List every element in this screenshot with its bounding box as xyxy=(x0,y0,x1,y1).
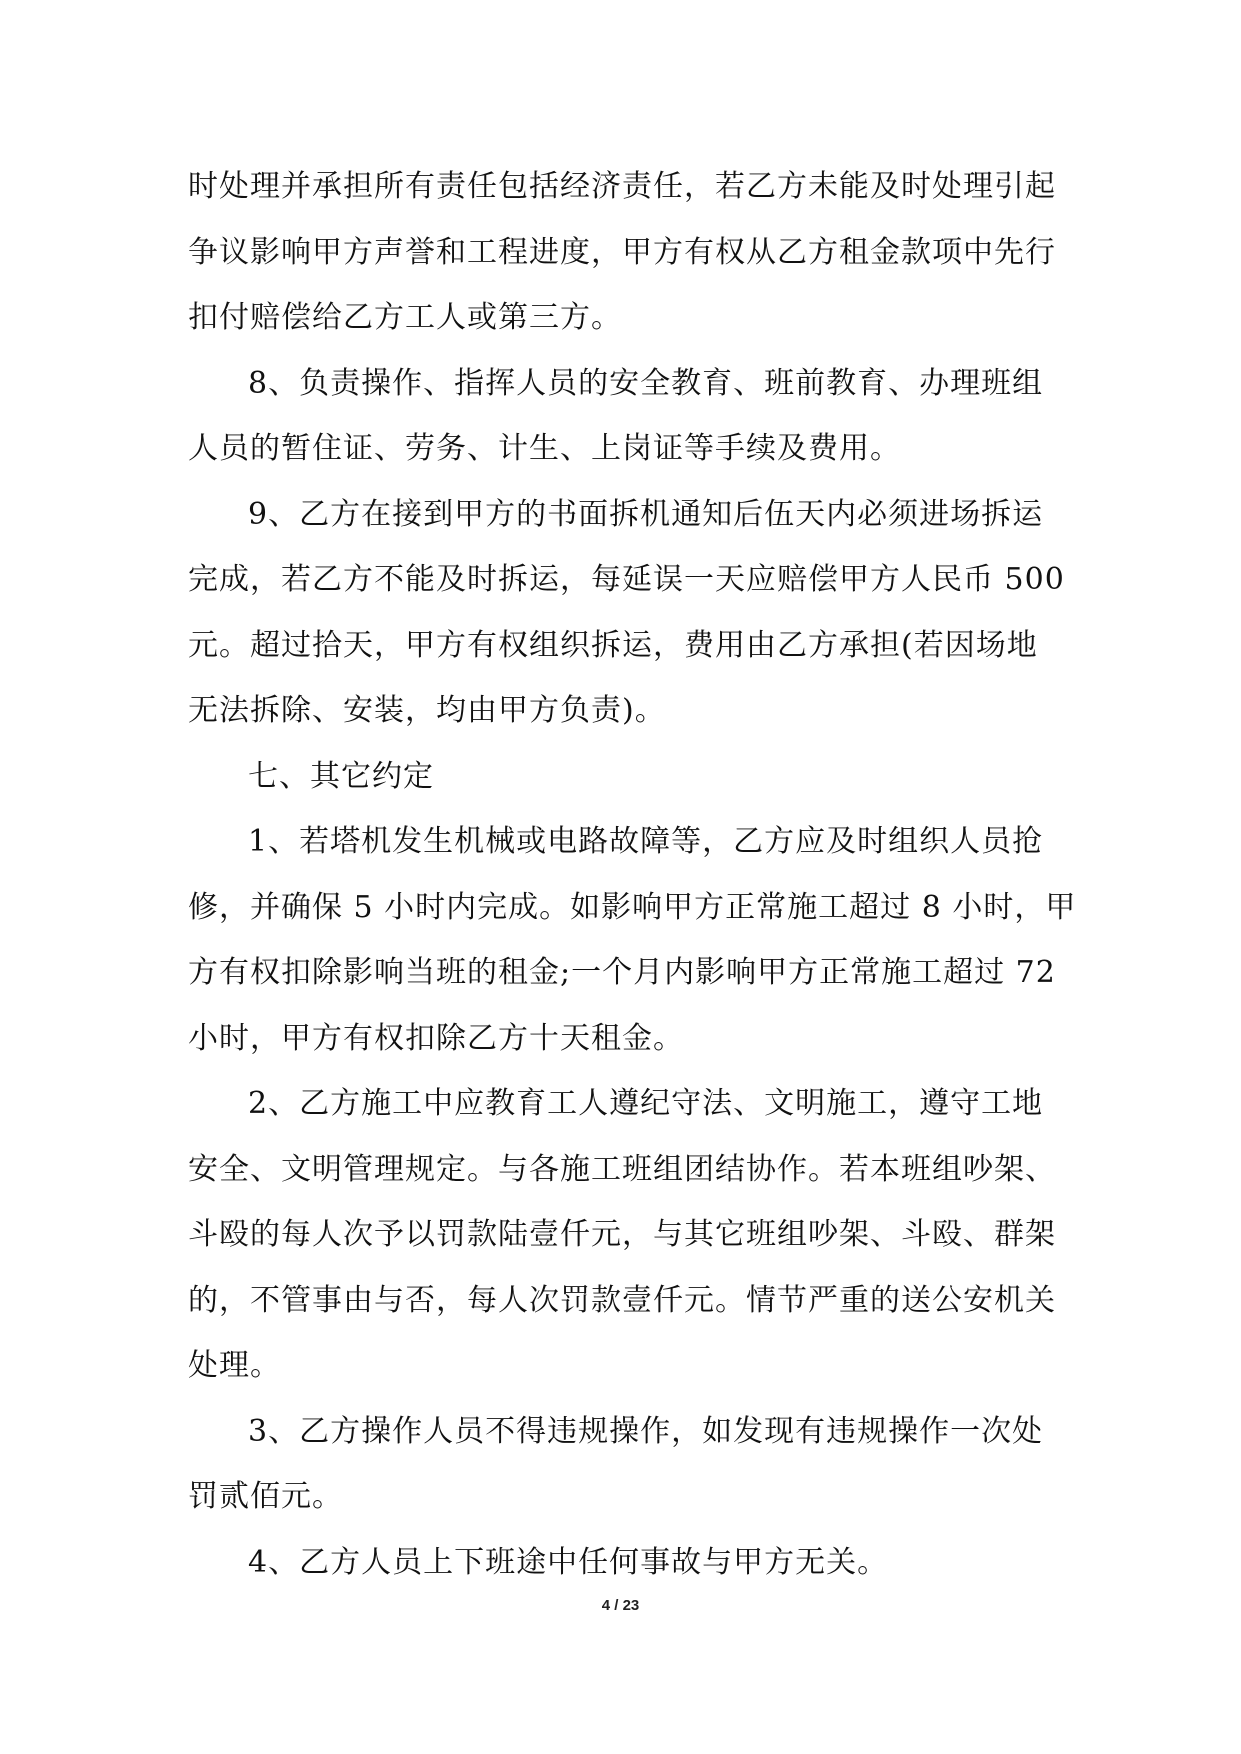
section-heading: 七、其它约定 xyxy=(248,758,434,794)
text-line: 元。超过拾天，甲方有权组织拆运，费用由乙方承担(若因场地 xyxy=(188,627,1038,663)
text-line: 争议影响甲方声誉和工程进度，甲方有权从乙方租金款项中先行 xyxy=(188,234,1056,270)
text-line: 完成，若乙方不能及时拆运，每延误一天应赔偿甲方人民币 500 xyxy=(188,562,1065,597)
text-line: 小时，甲方有权扣除乙方十天租金。 xyxy=(188,1020,684,1056)
text-line-item-9: 9、乙方在接到甲方的书面拆机通知后伍天内必须进场拆运 xyxy=(248,496,1044,532)
text-line: 人员的暂住证、劳务、计生、上岗证等手续及费用。 xyxy=(188,431,901,466)
text-line: 的，不管事由与否，每人次罚款壹仟元。情节严重的送公安机关 xyxy=(188,1282,1056,1318)
text-line-item-2: 2、乙方施工中应教育工人遵纪守法、文明施工，遵守工地 xyxy=(248,1086,1044,1121)
text-line-item-3: 3、乙方操作人员不得违规操作，如发现有违规操作一次处 xyxy=(248,1413,1044,1449)
text-line: 安全、文明管理规定。与各施工班组团结协作。若本班组吵架、 xyxy=(188,1151,1056,1187)
document-body xyxy=(188,154,1077,1595)
text-line-item-1: 1、若塔机发生机械或电路故障等，乙方应及时组织人员抢 xyxy=(248,824,1044,859)
text-line: 处理。 xyxy=(188,1348,281,1383)
text-line: 扣付赔偿给乙方工人或第三方。 xyxy=(188,300,622,335)
page-number: 4 / 23 xyxy=(601,1597,640,1614)
text-line: 方有权扣除影响当班的租金;一个月内影响甲方正常施工超过 72 xyxy=(188,955,1056,990)
text-line: 修，并确保 5 小时内完成。如影响甲方正常施工超过 8 小时，甲 xyxy=(188,889,1077,925)
text-line-item-8: 8、负责操作、指挥人员的安全教育、班前教育、办理班组 xyxy=(248,365,1044,401)
text-line-item-4: 4、乙方人员上下班途中任何事故与甲方无关。 xyxy=(248,1544,889,1580)
text-line: 斗殴的每人次予以罚款陆壹仟元，与其它班组吵架、斗殴、群架 xyxy=(188,1217,1056,1252)
text-line: 无法拆除、安装，均由甲方负责)。 xyxy=(188,693,666,728)
text-line: 时处理并承担所有责任包括经济责任，若乙方未能及时处理引起 xyxy=(188,169,1056,204)
text-line: 罚贰佰元。 xyxy=(188,1479,343,1514)
